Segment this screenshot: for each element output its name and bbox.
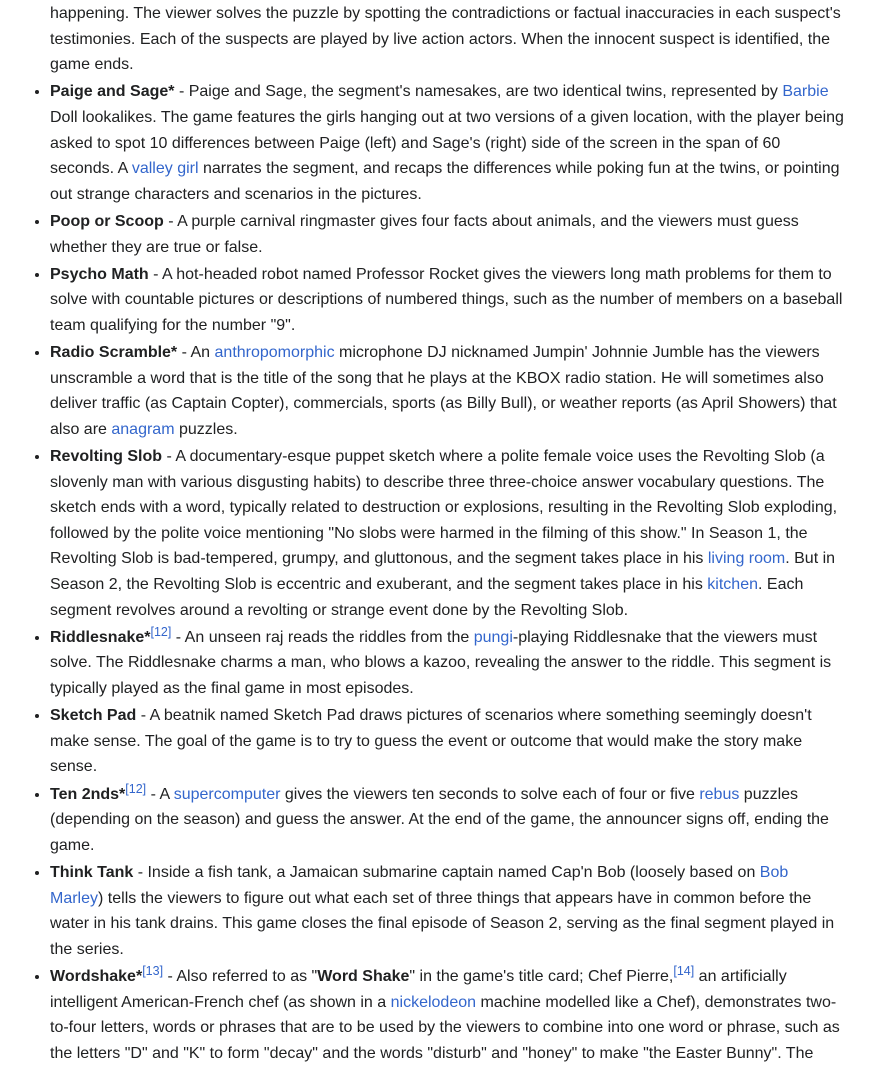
text-run: " in the game's title card; Chef Pierre,: [409, 967, 674, 985]
reference-link[interactable]: [12]: [150, 624, 172, 639]
segment-wordshake: [50, 964, 844, 1066]
segment-sketch-pad: [50, 703, 844, 780]
text-run: - A: [146, 785, 174, 803]
reference-sup: [125, 782, 146, 796]
segment-title: Word Shake: [317, 967, 410, 985]
text-run: microphone DJ nicknamed Jumpin' Johnnie Jumble has the viewers unscramble a word that is the title of the song that he plays at the KBOX radio station. He will sometimes also deliver traffic (as Captain Copter), commercials, sports (as Billy Bull), or weather reports (as April Showers) that also are: [50, 344, 837, 438]
reference-link[interactable]: [12]: [125, 781, 147, 796]
segment-revolting-slob: [50, 444, 844, 623]
segment-psycho-math: [50, 262, 844, 339]
segment-title: Radio Scramble*: [50, 344, 178, 362]
segment-title: Sketch Pad: [50, 707, 137, 725]
wiki-link-anagram[interactable]: anagram: [111, 420, 175, 438]
wiki-link-barbie[interactable]: Barbie: [782, 83, 829, 101]
wiki-link-supercomputer[interactable]: supercomputer: [173, 785, 281, 803]
reference-link[interactable]: [13]: [142, 963, 164, 978]
text-run: narrates the segment, and recaps the differences while poking fun at the twins, or pointing out strange characters and scenarios in the pictures.: [50, 160, 840, 203]
segment-paige-and-sage: [50, 79, 844, 207]
text-run: - An unseen raj reads the riddles from the: [171, 628, 474, 646]
text-run: . But in Season 2, the Revolting Slob is eccentric and exuberant, and the segment takes place in his: [50, 550, 836, 594]
segment-ten-2nds: [50, 782, 844, 859]
text-run: - An: [177, 344, 215, 362]
segment-list: [0, 1, 844, 1066]
segment-title: Poop or Scoop: [50, 212, 164, 230]
text-run: - Also referred to as ": [163, 967, 318, 985]
text-run: ) tells the viewers to figure out what each set of three things that appears have in common before the water in his tank drains. This game closes the final episode of Season 2, serving as the final segment played in the series.: [50, 889, 835, 958]
segment-title: Ten 2nds*: [50, 785, 126, 803]
wiki-link-pungi[interactable]: pungi: [473, 628, 513, 646]
text-run: . Each segment revolves around a revolting or strange event done by the Revolting Slob.: [50, 576, 804, 619]
reference-sup: [142, 964, 163, 978]
segment-poop-or-scoop: [50, 209, 844, 260]
segment-title: Revolting Slob: [50, 448, 162, 466]
wiki-link-nickelodeon[interactable]: nickelodeon: [390, 993, 477, 1011]
reference-sup: [673, 964, 694, 978]
reference-sup: [150, 625, 171, 639]
text-run: Doll lookalikes. The game features the girls hanging out at two versions of a given location, with the player being asked to spot 10 differences between Paige (left) and Sage's (right) side of the screen in the span of 60 seconds. A: [50, 108, 844, 178]
wiki-link-bob-marley[interactable]: Bob Marley: [50, 863, 789, 907]
text-run: happening. The viewer solves the puzzle by spotting the contradictions or factual inaccuracies in each suspect's testimonies. Each of the suspects are played by live action actors. When the innocent suspect is identified, the game ends.: [50, 5, 841, 74]
text-run: -playing Riddlesnake that the viewers must solve. The Riddlesnake charms a man, who blows a kazoo, revealing the answer to the riddle. This segment is typically played as the final game in most episodes.: [50, 628, 832, 697]
wiki-link-kitchen[interactable]: kitchen: [707, 576, 758, 594]
text-run: machine modelled like a Chef), demonstrates two-to-four letters, words or phrases that are to be used by the viewers to combine into one word or phrase, such as the letters "D" and "K" to form "decay" and the words "disturb" and "honey" to make "the Easter Bunny". The: [50, 993, 840, 1062]
text-run: gives the viewers ten seconds to solve each of four or five: [280, 785, 700, 803]
text-run: - A hot-headed robot named Professor Rocket gives the viewers long math problems for them to solve with countable pictures or descriptions of numbered things, such as the number of members on a baseball team qualifying for the number "9".: [50, 265, 843, 334]
text-run: an artificially intelligent American-French chef (as shown in a: [50, 967, 787, 1011]
segment-title: Riddlesnake*: [50, 628, 151, 646]
text-run: - A beatnik named Sketch Pad draws pictures of scenarios where something seemingly doesn't make sense. The goal of the game is to try to guess the event or outcome that would make the story make sense.: [50, 707, 812, 776]
segment-title: Psycho Math: [50, 265, 149, 283]
text-run: - Paige and Sage, the segment's namesakes, are two identical twins, represented by: [174, 83, 783, 101]
segment-think-tank: [50, 860, 844, 962]
wiki-link-valley-girl[interactable]: valley girl: [131, 160, 199, 178]
reference-link[interactable]: [14]: [673, 963, 695, 978]
text-run: - Inside a fish tank, a Jamaican submarine captain named Cap'n Bob (loosely based on: [133, 863, 760, 881]
text-run: - A documentary-esque puppet sketch where a polite female voice uses the Revolting Slob (a slovenly man with various disgusting habits) to describe three three-choice answer vocabulary questions. The sketch ends with a word, typically related to destruction or explosions, resulting in the Revolting Slob exploding, followed by the polite voice mentioning "No slobs were harmed in the filming of this show." In Season 1, the Revolting Slob is bad-tempered, grumpy, and gluttonous, and the segment takes place in his: [50, 448, 838, 568]
intro-continuation: [50, 1, 844, 78]
text-run: puzzles.: [174, 420, 238, 438]
segment-title: Think Tank: [50, 863, 134, 881]
wiki-link-anthropomorphic[interactable]: anthropomorphic: [214, 344, 335, 362]
segment-title: Paige and Sage*: [50, 83, 175, 101]
wiki-link-living-room[interactable]: living room: [707, 550, 786, 568]
segment-riddlesnake: [50, 625, 844, 702]
text-run: puzzles (depending on the season) and guess the answer. At the end of the game, the announcer signs off, ending the game.: [50, 785, 829, 854]
segment-title: Wordshake*: [50, 967, 143, 985]
text-run: - A purple carnival ringmaster gives four facts about animals, and the viewers must guess whether they are true or false.: [50, 212, 799, 256]
segment-radio-scramble: [50, 340, 844, 442]
wiki-link-rebus[interactable]: rebus: [699, 785, 740, 803]
